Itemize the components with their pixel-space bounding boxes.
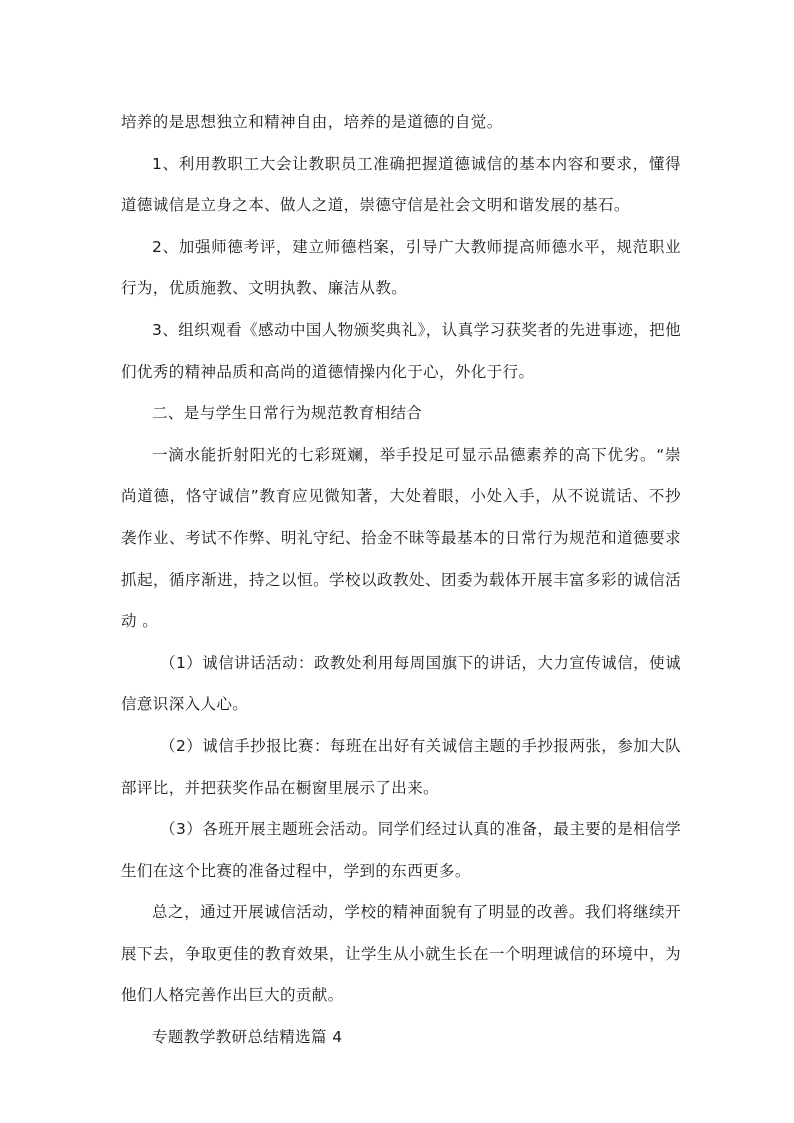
article-title-4: 专题教学教研总结精选篇 4 [152,1028,343,1047]
paragraph-item-3: 3、组织观看《感动中国人物颁奖典礼》，认真学习获奖者的先进事迹，把他们优秀的精神品质和高尚的道德情操内化于心，外化于行。 [121,320,681,381]
document-body [121,102,681,1059]
paragraph-summary: 总之，通过开展诚信活动，学校的精神面貌有了明显的改善。我们将继续开展下去，争取更佳的教育效果，让学生从小就生长在一个明理诚信的环境中，为他们人格完善作出巨大的贡献。 [121,903,681,1005]
paragraph-activity-1: （1）诚信讲话活动：政教处利用每周国旗下的讲话，大力宣传诚信，使诚信意识深入人心。 [121,653,681,714]
paragraph-item-2: 2、加强师德考评，建立师德档案，引导广大教师提高师德水平，规范职业行为，优质施教、文明执教、廉洁从教。 [121,237,681,298]
paragraph-activity-2: （2）诚信手抄报比赛：每班在出好有关诚信主题的手抄报两张，参加大队部评比，并把获奖作品在橱窗里展示了出来。 [121,736,681,797]
paragraph-continuation: 培养的是思想独立和精神自由，培养的是道德的自觉。 [121,113,503,131]
section-heading-2: 二、是与学生日常行为规范教育相结合 [152,404,423,423]
paragraph-body: 一滴水能折射阳光的七彩斑斓，举手投足可显示品德素养的高下优劣。“崇尚道德，恪守诚信”教育应见微知著，大处着眼，小处入手，从不说谎话、不抄袭作业、考试不作弊、明礼守纪、拾金不昧等最基本的日常行为规范和道德要求抓起，循序渐进，持之以恒。学校以政教处、团委为载体开展丰富多彩的诚信活动 。 [121,445,681,631]
paragraph-activity-3: （3）各班开展主题班会活动。同学们经过认真的准备，最主要的是相信学生们在这个比赛的准备过程中，学到的东西更多。 [121,820,681,880]
paragraph-item-1: 1、利用教职工大会让教职员工准确把握道德诚信的基本内容和要求，懂得道德诚信是立身之本、做人之道，崇德守信是社会文明和谐发展的基石。 [121,154,681,215]
